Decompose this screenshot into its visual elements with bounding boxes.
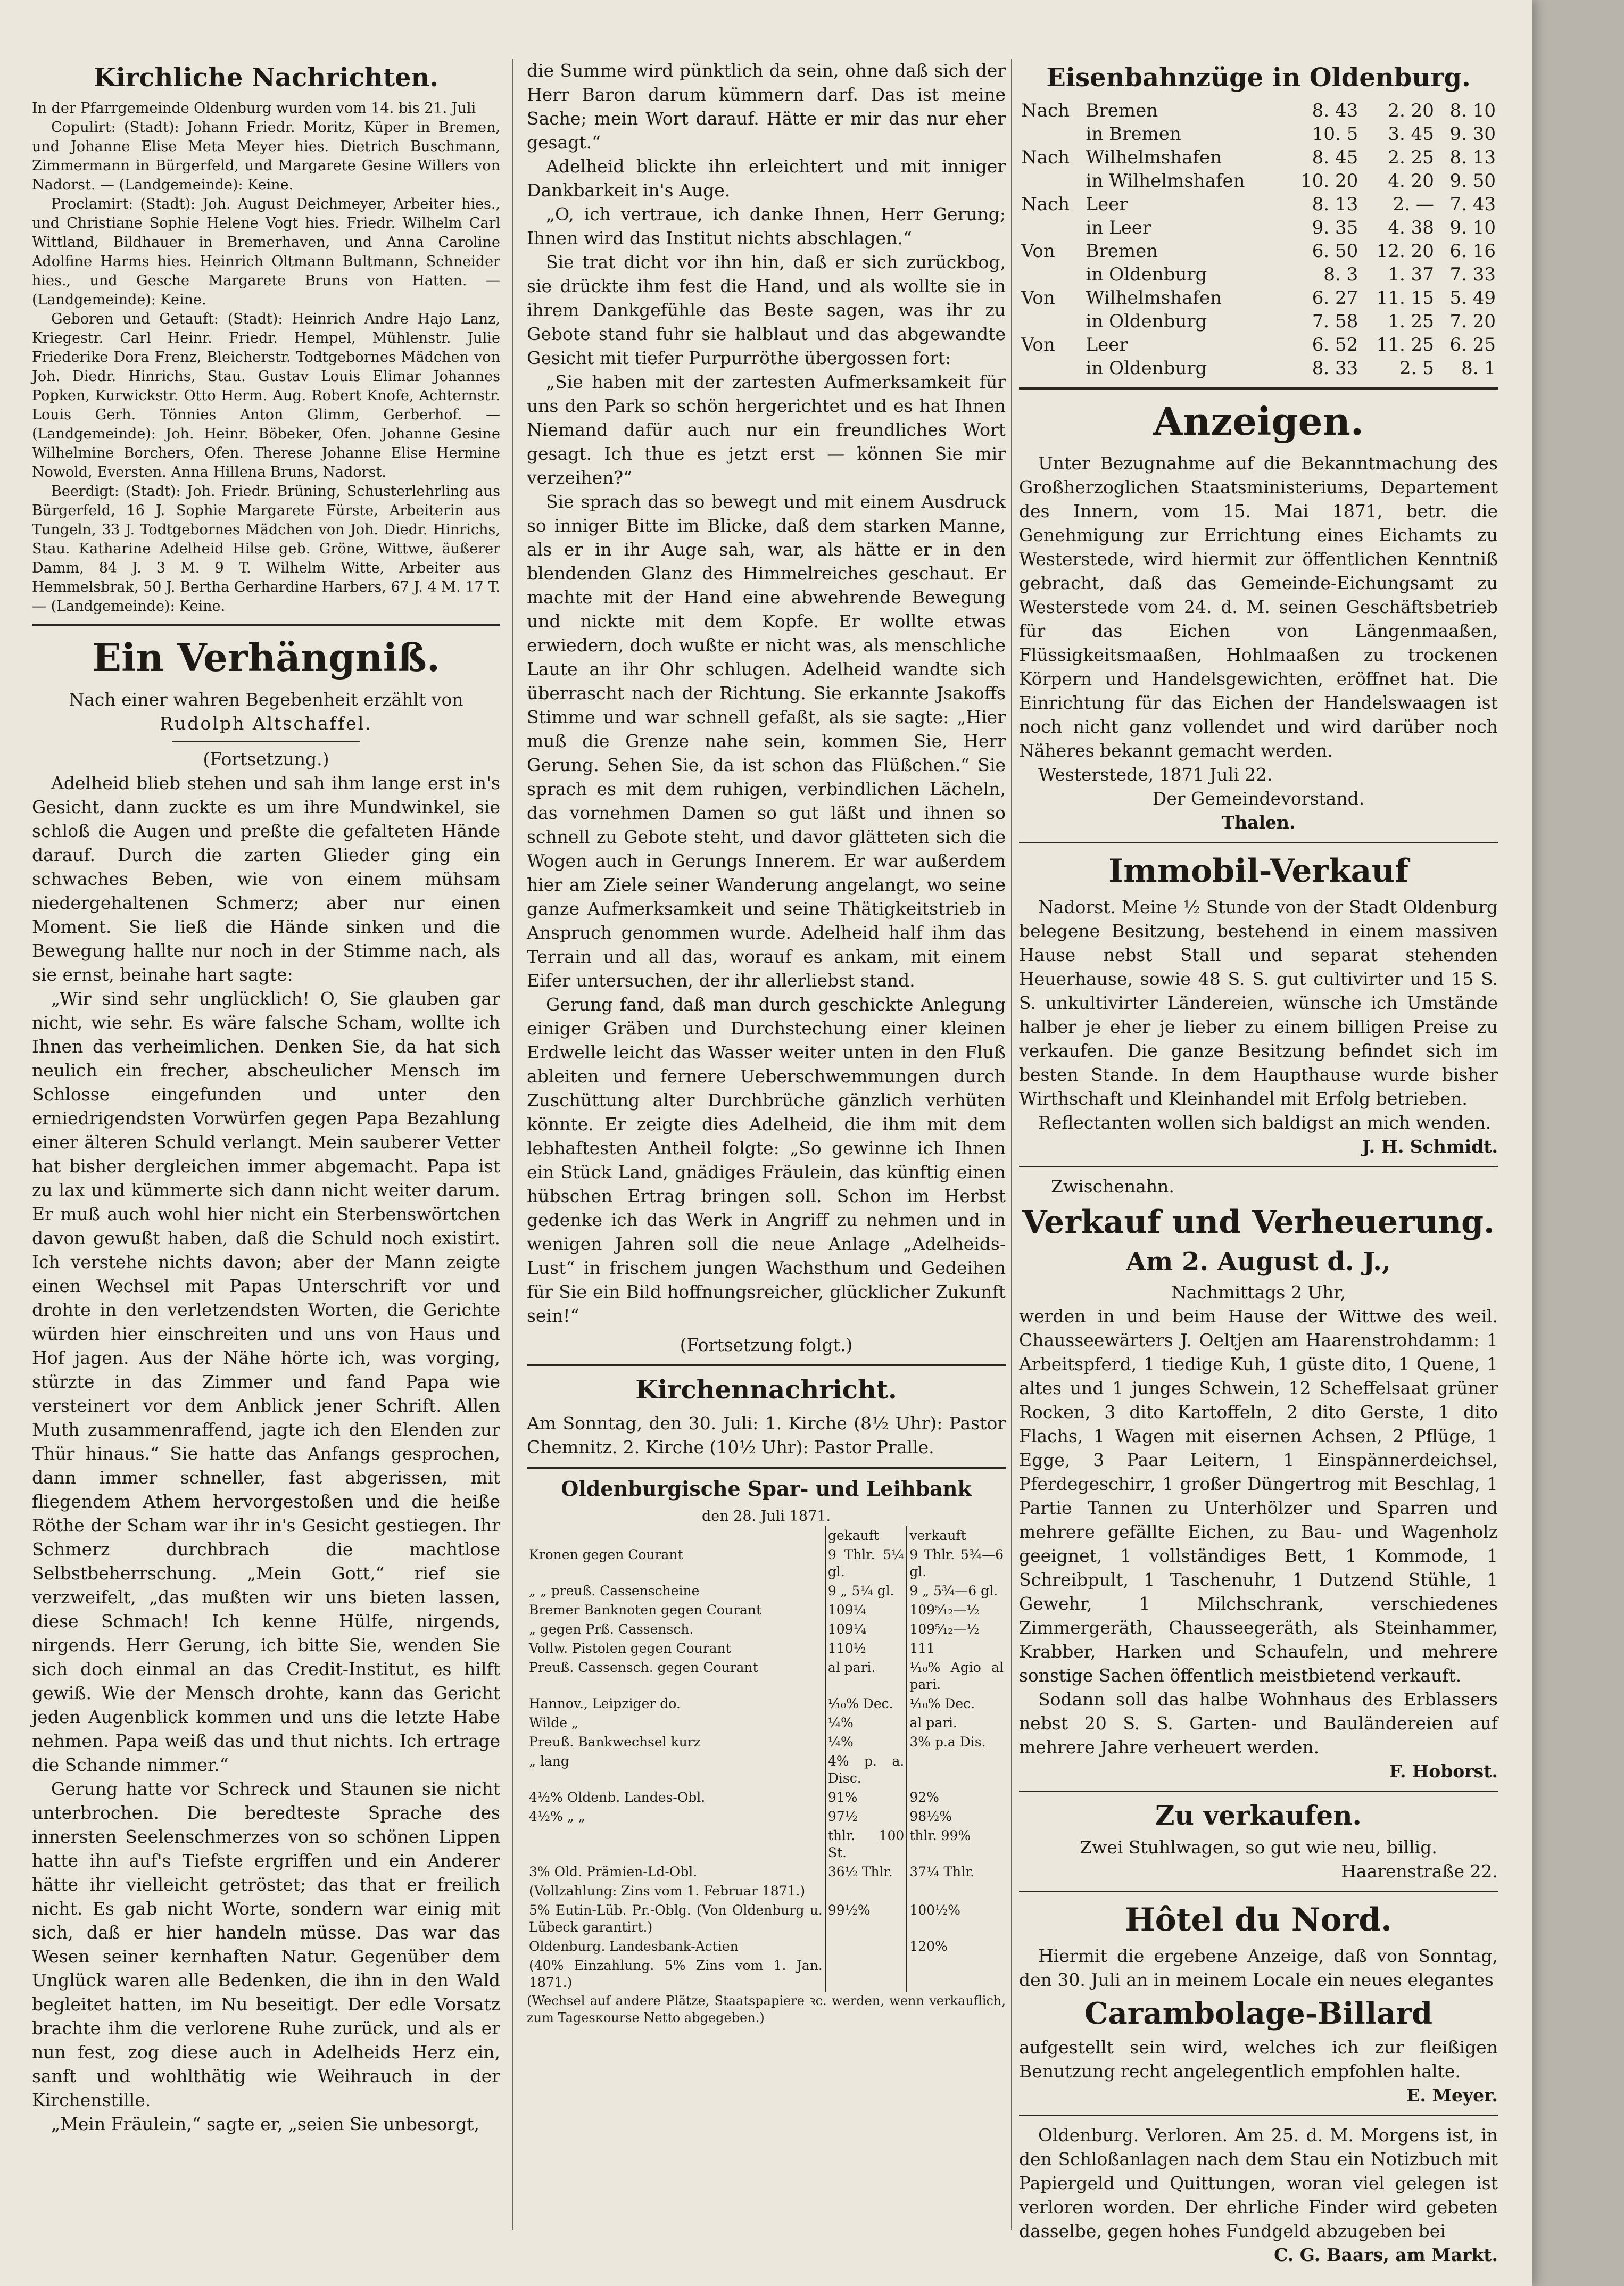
story-paragraph: Adelheid blickte ihn erleichtert und mit inniger Dankbarkeit in's Auge. [527,156,1006,201]
ad-verkauf-title: Verkauf und Verheuerung. [1022,1204,1495,1241]
table-row [527,1601,1006,1620]
table-cell: thlr. 100 St. [825,1826,907,1862]
table-cell: 11. 15 [1376,287,1434,309]
table-cell: 6. 16 [1449,241,1496,262]
kirchennachricht-text: Am Sonntag, den 30. Juli: 1. Kirche (8½ Uhr): Pastor Chemnitz. 2. Kirche (10½ Uhr): Pastor Pralle. [527,1413,1006,1457]
table-cell: 7. 33 [1449,264,1496,285]
ad-eichamt-signature: Der Gemeindevorstand. [1152,788,1365,809]
table-cell: Oldenburg. Landesbank-Actien [529,1939,739,1954]
table-row [527,1788,1006,1807]
ad-hotel-signature: E. Meyer. [1406,2085,1498,2106]
table-row [1019,263,1498,286]
table-cell: ¹⁄₁₀% Agio al pari. [909,1660,1004,1692]
table-cell: 4½% „ „ [529,1809,585,1824]
table-cell: „ „ preuß. Cassenscheine [529,1583,700,1598]
bank-title: Oldenburgische Spar- und Leihbank [561,1477,972,1501]
table-cell: in Bremen [1086,123,1181,145]
table-cell: Von [1021,241,1055,262]
table-cell: ¼% [825,1733,907,1752]
table-row [1019,357,1498,380]
story-continuation: (Fortsetzung.) [203,749,329,769]
column-rule [512,59,513,2230]
table-header-cell: gekauft [825,1526,907,1545]
table-header-row [527,1526,1006,1545]
story-subtitle: Nach einer wahren Begebenheit erzählt von [69,689,463,710]
divider [1019,1791,1498,1792]
story-paragraph: Sie sprach das so bewegt und mit einem Ausdruck so inniger Bitte im Blicke, daß dem starken Manne, als er in ihr Auge sah, war, als hätte er in den blendenden Glanz des Himmelreiches geschaut. Er machte mit der Hand eine abwehrende Bewegung und nickte mit dem Kopfe. Er wollte etwas erwiedern, doch wußte er nicht was, als menschliche Laute an ihr Ohr schlugen. Adelheid wandte sich überrascht nach der Richtung. Sie erkannte Jsakoffs Stimme und war schnell gefaßt, als sie sagte: „Hier muß die Grenze nahe sein, kommen Sie, Herr Gerung. Sehen Sie, da ist schon das Flüßchen.“ Sie sprach es mit dem ruhigen, verbindlichen Lächeln, das vornehmen Damen so gut läßt und ihnen so schnell zu Gebote steht, und davor glätteten sich die Wogen auch in Gerungs Innerem. Er war außerdem hier am Ziele seiner Wanderung angelangt, wo seine ganze Aufmerksamkeit und seine Thätigkeitstrieb in Anspruch genommen wurde. Adelheid half ihm das Terrain und all das, worauf es ankam, mit einem Eifer untersuchen, der ihr allerliebst stand. [527,491,1006,991]
ad-eichamt-text: Unter Bezugnahme auf die Bekanntmachung des Großherzoglichen Staatsministeriums, Departement des Innern, vom 15. Mai 1871, betr. die Genehmigung zur Errichtung eines Eichamts zu Westerstede, wird hiermit zur öffentlichen Kenntniß gebracht, daß das Gemeinde-Eichungsamt zu Westerstede vom 24. d. M. seinen Geschäftsbetrieb für das Eichen von Längenmaaßen, Flüssigkeitsmaaßen, Hohlmaaßen zu trockenen Körpern und Handelsgewichten, eröffnet hat. Die Einrichtung für das Eichen der Handelswaagen ist noch nicht ganz vollendet und wird darüber noch Näheres bekannt gemacht werden. [1019,453,1498,761]
table-cell: (40% Einzahlung. 5% Zins vom 1. Jan. 1871.) [529,1958,823,1990]
ad-immobil-title: Immobil-Verkauf [1108,852,1408,890]
table-row [1019,99,1498,122]
table-row [527,1901,1006,1937]
divider [527,1364,1006,1366]
table-cell: 1. 25 [1388,311,1434,332]
table-cell: Vollw. Pistolen gegen Courant [529,1641,731,1656]
table-cell: 6. 52 [1312,334,1358,355]
table-cell: Leer [1086,334,1128,355]
column-right [1019,59,1498,2267]
table-cell: 9. 30 [1449,123,1496,145]
kirchliche-nachrichten-title: Kirchliche Nachrichten. [93,63,439,93]
table-cell: „ gegen Prß. Cassensch. [529,1621,694,1637]
table-cell: 91% [825,1788,907,1807]
table-cell: Nach [1021,147,1070,168]
table-row [527,1639,1006,1658]
table-cell [1019,310,1084,333]
table-cell: Von [1021,334,1055,355]
ad-verkauf-date: Am 2. August d. J., [1126,1247,1391,1277]
column-rule [1011,59,1012,2230]
ad-zuverkaufen-text: Zwei Stuhlwagen, so gut wie neu, billig. [1080,1837,1437,1858]
bank-date: den 28. Juli 1871. [701,1508,831,1525]
table-cell: 9 „ 5¼ gl. [825,1581,907,1601]
table-row [527,1713,1006,1733]
table-cell [825,1937,907,1956]
divider [1019,387,1498,390]
table-cell: Bremen [1086,241,1158,262]
table-cell [907,1956,1006,1992]
ad-hotel-text: Hiermit die ergebene Anzeige, daß von Sonntag, den 30. Juli an in meinem Locale ein neues elegantes [1019,1945,1498,1990]
table-cell [527,1826,825,1862]
ad-eichamt-place: Westerstede, 1871 Juli 22. [1038,764,1273,785]
story-paragraph: Adelheid blieb stehen und sah ihm lange erst in's Gesicht, dann zuckte es um ihre Mundwinkel, sie schloß die Augen und preßte die gefalteten Hände darauf. Durch die zarten Glieder ging ein schwaches Beben, wie von einem mühsam niedergehaltenen Schmerz; aber nur einen Moment. Sie ließ die Hände sinken und die Bewegung hallte nur noch in der Stimme nach, als sie ernst, beinahe hart sagte: [32,773,500,985]
table-row [1019,310,1498,333]
table-row [527,1752,1006,1788]
table-row [527,1956,1006,1992]
table-cell: al pari. [909,1715,957,1730]
story-paragraph: Gerung hatte vor Schreck und Staunen sie nicht unterbrochen. Die beredteste Sprache des innersten Seelenschmerzes von so schönen Lippen hatte ihn auf's Tiefste ergriffen und ein Anderer hätte ihr vielleicht getröstet; das that er freilich nicht. Es gab nicht Worte, sondern war einig mit sich, daß er hier handeln müsse. Das war das Wesen seiner kernhaften Natur. Gegenüber dem Unglück waren alle Bedenken, die ihn in den Wald begleitet hatten, im Nu beseitigt. Der edle Vorsatz brachte ihm die verlorene Ruhe zurück, und als er nun fest, zog diese auch in Adelheids Herz ein, sanft und wohlthätig wie Weihrauch in der Kirchenstille. [32,1778,500,2110]
table-cell [1019,169,1084,193]
ad-verloren-text: Oldenburg. Verloren. Am 25. d. M. Morgens ist, in den Schloßanlagen nach dem Stau ein Notizbuch mit Papiergeld und Quittungen, woran viel gelegen ist verloren worden. Der ehrliche Finder wird gebeten dasselbe, gegen hohes Fundgeld abzugeben bei [1019,2125,1498,2241]
story-paragraph: „Mein Fräulein,“ sagte er, „seien Sie unbesorgt, [51,2114,479,2134]
ad-hotel-title: Hôtel du Nord. [1124,1901,1393,1939]
table-cell: 9 Thlr. 5¾—6 gl. [909,1547,1004,1579]
table-cell: 8. 3 [1323,264,1358,285]
table-cell: 97½ [825,1807,907,1826]
table-cell [1019,216,1084,239]
story-paragraph: die Summe wird pünktlich da sein, ohne daß sich der Herr Baron darum kümmern darf. Das ist meine Sache; mein Wort darauf. Hätte er mir das nur eher gesagt.“ [527,60,1006,153]
table-cell: 8. 43 [1312,100,1358,121]
ad-hotel-text2: aufgestellt sein wird, welches ich zur fleißigen Benutzung recht angelegentlich empfohlen halte. [1019,2037,1498,2082]
table-header-cell: verkauft [909,1528,966,1543]
table-cell: 2. 25 [1388,147,1434,168]
geboren-entry: Geboren und Getauft: (Stadt): Heinrich Andre Hajo Lanz, Kriegestr. Carl Heinr. Friedr. Hempel, Mühlenstr. Julie Friederike Dora Frenz, Bleicherstr. Todtgebornes Mädchen von Joh. Diedr. Hinrichs, Stau. Gustav Louis Elimar Johannes Popken, Kurwickstr. Otto Herm. Aug. Robert Knofe, Achternstr. Louis Gerh. Tönnies Anton Glimm, Gerberhof. — (Landgemeinde): Joh. Heinr. Böbeker, Ofen. Johanne Gesine Wilhelmine Borchers, Ofen. Therese Johanne Elise Hermine Nowold, Eversten. Anna Hillena Bruns, Nadorst. [32,311,500,481]
table-cell: Nach [1021,194,1070,215]
table-cell: 12. 20 [1376,241,1434,262]
anzeigen-title: Anzeigen. [1153,399,1364,444]
table-cell [907,1752,1006,1788]
table-row [1019,286,1498,310]
table-cell: 4½% Oldenb. Landes-Obl. [529,1790,706,1805]
table-cell: Kronen gegen Courant [529,1547,683,1562]
column-middle [527,59,1006,2026]
table-row [527,1937,1006,1956]
ad-immobil-text: Nadorst. Meine ½ Stunde von der Stadt Oldenburg belegene Besitzung, bestehend in einem massiven Hause nebst Stall und separat stehenden Heuerhause, sowie 48 S. S. gut cultivirter und 15 S. S. unkultivirter Ländereien, wünsche ich Umstände halber je eher je lieber zu einem billigen Preise zu verkaufen. Die ganze Besitzung befindet sich im besten Stande. In dem Haupthause wurde bisher Wirthschaft und Kleinhandel mit Erfolg betrieben. [1019,897,1498,1109]
ad-billard-title: Carambolage-Billard [1084,1996,1433,2031]
table-cell: Von [1021,287,1055,309]
column-left [32,59,500,2136]
table-cell: Wilhelmshafen [1086,147,1222,168]
divider [527,1467,1006,1469]
table-cell: Bremer Banknoten gegen Courant [529,1602,762,1618]
ad-immobil-signature: J. H. Schmidt. [1362,1136,1498,1157]
table-cell: 100½% [909,1902,961,1918]
table-cell: 3. 45 [1388,123,1434,145]
table-cell: 9. 50 [1449,170,1496,192]
table-cell: Preuß. Cassensch. gegen Courant [529,1660,758,1675]
table-cell: Leer [1086,194,1128,215]
table-cell: 3% p.a Dis. [909,1734,986,1750]
table-cell: „ lang [529,1753,569,1769]
divider [1019,842,1498,843]
table-cell: 10. 20 [1300,170,1358,192]
divider [1019,1166,1498,1167]
table-cell: 6. 25 [1449,334,1496,355]
kirchennachricht-title: Kirchennachricht. [635,1375,897,1405]
table-cell [1019,263,1084,286]
table-cell: in Oldenburg [1086,311,1207,332]
table-cell: 7. 58 [1312,311,1358,332]
table-row [527,1882,1006,1901]
table-cell [1019,122,1084,146]
ad-immobil-note: Reflectanten wollen sich baldigst an mich wenden. [1038,1112,1492,1133]
table-cell: 36½ Thlr. [825,1862,907,1882]
table-cell: 2. 5 [1399,358,1434,379]
table-cell: in Leer [1086,217,1151,238]
table-cell [1019,357,1084,380]
bank-note: (Wechsel auf andere Plätze, Staatspapiere ꝛc. werden, wenn verkauflich, zum Tagesкourse Netto abgegeben.) [527,1993,1006,2025]
story-paragraph: „Sie haben mit der zartesten Aufmerksamkeit für uns den Park so schön hergerichtet und es hat Ihnen Niemand dafür auch nur ein freundliches Wort gesagt. Ich thue es jetzt erst — können Sie mir verzeihen?“ [527,371,1006,488]
table-cell: 8. 33 [1312,358,1358,379]
table-row [527,1620,1006,1639]
divider [1019,1891,1498,1892]
table-row [527,1581,1006,1601]
table-cell: al pari. [825,1658,907,1694]
table-cell: 111 [909,1641,935,1656]
table-cell: 109⁵⁄₁₂—½ [909,1602,980,1618]
ad-verkauf-time: Nachmittags 2 Uhr, [1171,1282,1346,1303]
table-cell: Hannov., Leipziger do. [529,1696,681,1711]
kirchliche-intro: In der Pfarrgemeinde Oldenburg wurden vom 14. bis 21. Juli [32,100,476,117]
ad-verloren-signature: C. G. Baars, am Markt. [1274,2244,1498,2265]
table-cell: 99½% [825,1901,907,1937]
table-cell: in Oldenburg [1086,358,1207,379]
table-cell: 109¼ [825,1601,907,1620]
story-paragraph: Gerung fand, daß man durch geschickte Anlegung einiger Gräben und Durchstechung einer kleinen Erdwelle leicht das Wasser weiter unten in den Fluß ableiten und fernere Ueberschwemmungen durch Zuschüttung alter Durchbrüche gänzlich verhüten könnte. Er zeigte dies Adelheid, die ihm mit dem lebhaftesten Antheil folgte: „So gewinne ich Ihnen ein Stück Land, gnädiges Fräulein, das künftig einen hübschen Ertrag bringen soll. Schon im Herbst gedenke ich das Werk in Angriff zu nehmen und in wenigen Jahren soll die neue Anlage „Adelheids-Lust“ in frischem jungen Wachsthum und Gedeihen für Sie ein Bild hoffnungsreicher, glücklicher Zukunft sein!“ [527,994,1006,1326]
table-cell: 110½ [825,1639,907,1658]
eisenbahn-title: Eisenbahnzüge in Oldenburg. [1046,63,1471,93]
ad-verkauf-text2: Sodann soll das halbe Wohnhaus des Erblassers nebst 20 S. S. Garten- und Bauländereien auf mehrere Jahre verheuert werden. [1019,1689,1498,1758]
bank-rates-table [527,1526,1006,1992]
divider [1019,2115,1498,2116]
table-row [1019,216,1498,239]
table-cell: 4. 38 [1388,217,1434,238]
table-cell: 2. 20 [1388,100,1434,121]
table-cell: 98½% [909,1809,952,1824]
table-cell: 1. 37 [1388,264,1434,285]
table-cell: 2. — [1393,194,1434,215]
table-row [527,1658,1006,1694]
table-cell: 11. 25 [1376,334,1434,355]
table-cell: (Vollzahlung: Zins vom 1. Februar 1871.) [529,1883,806,1899]
table-row [1019,146,1498,169]
table-row [527,1862,1006,1882]
table-cell: 8. 13 [1312,194,1358,215]
table-cell: 8. 1 [1461,358,1496,379]
ad-zuverkaufen-title: Zu verkaufen. [1155,1800,1362,1831]
table-cell: 5. 49 [1449,287,1496,309]
table-cell: Wilhelmshafen [1086,287,1222,309]
fortsetzung-folgt: (Fortsetzung folgt.) [680,1335,853,1355]
table-cell: 109⁵⁄₁₂—½ [909,1621,980,1637]
table-cell: 10. 5 [1312,123,1358,145]
story-paragraph: „O, ich vertraue, ich danke Ihnen, Herr Gerung; Ihnen wird das Institut nichts abschlagen.“ [527,204,1006,249]
table-cell: 9. 35 [1312,217,1358,238]
table-row [1019,169,1498,193]
table-cell: 92% [909,1790,939,1805]
divider [32,624,500,626]
table-row [527,1733,1006,1752]
table-row [527,1807,1006,1826]
table-cell: thlr. 99% [909,1828,971,1843]
table-cell: 8. 10 [1449,100,1496,121]
story-title: Ein Verhängniß. [92,635,440,680]
table-cell: in Oldenburg [1086,264,1207,285]
table-cell: 6. 50 [1312,241,1358,262]
table-cell: ¹⁄₁₀% Dec. [909,1696,975,1711]
table-cell: 37¼ Thlr. [909,1864,975,1879]
table-header-cell [527,1526,825,1545]
table-row [1019,122,1498,146]
table-row [1019,333,1498,357]
table-cell: 8. 45 [1312,147,1358,168]
table-cell [825,1956,907,1992]
table-cell: 8. 13 [1449,147,1496,168]
table-cell: 4% p. a. Disc. [825,1752,907,1788]
train-schedule-table [1019,99,1498,380]
table-cell: ¹⁄₁₀% Dec. [825,1694,907,1713]
table-cell: 5% Eutin-Lüb. Pr.-Oblg. (Von Oldenburg u. Lübeck garantirt.) [529,1902,823,1935]
table-cell [907,1882,1006,1901]
beerdigt-entry: Beerdigt: (Stadt): Joh. Friedr. Brüning, Schusterlehrling aus Bürgerfeld, 16 J. Sophie Margarete Fürste, Arbeiterin aus Tungeln, 33 J. Todtgebornes Mädchen von Joh. Diedr. Hinrichs, Stau. Katharine Adelheid Hilse geb. Gröne, Wittwe, äußerer Damm, 84 J. 3 M. 9 T. Wilhelm Witte, Arbeiter aus Hemmelsbrak, 50 J. Bertha Gerhardine Harbers, 67 J. 4 M. 17 T. — (Landgemeinde): Keine. [32,483,500,615]
table-cell: 9 „ 5¾—6 gl. [909,1583,998,1598]
table-cell: 6. 27 [1312,287,1358,309]
table-row [1019,193,1498,216]
table-cell: Bremen [1086,100,1158,121]
table-row [1019,239,1498,263]
table-row [527,1694,1006,1713]
table-cell: Nach [1021,100,1070,121]
story-author: Rudolph Altschaffel. [160,713,372,734]
table-cell: 120% [909,1939,948,1954]
table-cell: 4. 20 [1388,170,1434,192]
table-cell [825,1882,907,1901]
table-cell: 9. 10 [1449,217,1496,238]
story-paragraph: „Wir sind sehr unglücklich! O, Sie glauben gar nicht, wie sehr. Es wäre falsche Scham, wollte ich Ihnen das verheimlichen. Denken Sie, da hat sich neulich ein frecher, abscheulicher Mensch im Schlosse eingefunden und unter den erniedrigendsten Vorwürfen gegen Papa Bezahlung einer älteren Schuld verlangt. Mein sauberer Vetter hat bisher dergleichen immer abgemacht. Papa ist zu lax und kümmerte sich dann nicht weiter darum. Er muß auch wohl hier nicht ein Sterbenswörtchen davon gewußt haben, daß die Schuld noch existirt. Ich verstehe nichts davon; aber der Mann zeigte einen Wechsel mit Papas Unterschrift vor und drohte in den verletzendsten Worten, die Gerichte würden hier einschreiten und uns von Haus und Hof jagen. Aus der Nähe hörte ich, was vorging, stürzte in das Zimmer und fand Papa wie versteinert vor dem Anblick jener Schrift. Allen Muth zusammenraffend, jagte ich den Elenden zur Thür hinaus.“ Sie hatte das Anfangs gesprochen, dann immer schneller, fast abgerissen, mit fliegendem Athem hervorgestoßen und die heiße Röthe der Scham war ihr in's Gesicht gestiegen. Ihr Schmerz durchbrach die machtlose Selbstbeherrschung. „Mein Gott,“ rief sie verzweifelt, „das mußten wir uns bieten lassen, diese Schmach! Ich kenne Hülfe, nirgends, nirgends. Herr Gerung, ich bitte Sie, wenden Sie sich doch einmal an das Credit-Institut, es hilft gewiß. Wie der Mensch drohte, kann das Gericht jeden Augenblick kommen und uns die letzte Habe nehmen. Papa weiß das und thut nichts. Ich ertrage die Schande nimmer.“ [32,988,500,1775]
ad-zuverkaufen-address: Haarenstraße 22. [1341,1861,1498,1882]
ad-verkauf-text: werden in und beim Hause der Wittwe des weil. Chausseewärters J. Oeltjen am Haarenstrohdamm: 1 Arbeitspferd, 1 tiedige Kuh, 1 güste dito, 1 Quene, 1 altes und 1 junges Schwein, 12 Scheffelsaat grüner Rocken, 3 dito Kartoffeln, 2 dito Gerste, 1 dito Flachs, 1 Wagen mit eisernen Achsen, 2 Pflüge, 1 Egge, 3 Paar Leitern, 1 Einspännerdeichsel, Pferdegeschirr, 1 großer Düngertrog mit Beschlag, 1 Partie Tannen zu Unterhölzer und Sparren und mehrere gefällte Eichen, zu Bau- und Wagenholz geeignet, 1 vollständiges Bett, 1 Kommode, 1 Schreibpult, 1 Taschenuhr, 1 Dutzend Stühle, 1 Gewehr, 1 Milchschrank, verschiedenes Zimmergeräth, Chausseegeräth, als Steinhammer, Krabber, Harken und Schaufeln, und mehrere sonstige Sachen öffentlich meistbietend verkauft. [1019,1306,1498,1686]
table-cell: 7. 43 [1449,194,1496,215]
proclamirt-entry: Proclamirt: (Stadt): Joh. August Deichmeyer, Arbeiter hies., und Christiane Sophie Helene Vogt hies. Friedr. Wilhelm Carl Wittland, Bildhauer in Bremerhaven, und Anna Caroline Adolfine Harms hies. Heinrich Oltmann Bultmann, Schneider hies., und Gesche Margarete Bruns von Hatten. — (Landgemeinde): Keine. [32,196,500,308]
table-cell: in Wilhelmshafen [1086,170,1245,192]
table-cell: Preuß. Bankwechsel kurz [529,1734,701,1750]
table-cell: ¼% [825,1713,907,1733]
ad-verkauf-signature: F. Hoborst. [1389,1761,1498,1782]
table-cell: 9 Thlr. 5¼ gl. [825,1545,907,1581]
table-row [527,1545,1006,1581]
table-cell: Wilde „ [529,1715,578,1730]
short-divider [172,741,360,742]
copulirt-entry: Copulirt: (Stadt): Johann Friedr. Moritz, Küper in Bremen, und Johanne Elise Meta Meyer hies. Dietrich Buschmann, Zimmermann in Bürgerfeld, und Margarete Gesine Willers von Nadorst. — (Landgemeinde): Keine. [32,119,500,193]
table-cell: 3% Old. Prämien-Ld-Obl. [529,1864,698,1879]
ad-eichamt-name: Thalen. [1221,812,1296,833]
story-paragraph: Sie trat dicht vor ihn hin, daß er sich zurückbog, sie drückte ihm fest die Hand, und als wollte sie in ihrem Dankgefühle das Beste sagen, was ihr zu Gebote stand fuhr sie halblaut und das abgewandte Gesicht mit tiefer Purpurröthe übergossen fort: [527,252,1006,368]
table-cell: 7. 20 [1449,311,1496,332]
table-cell: 109¼ [825,1620,907,1639]
ad-verkauf-place: Zwischenahn. [1051,1176,1174,1197]
table-row [527,1826,1006,1862]
